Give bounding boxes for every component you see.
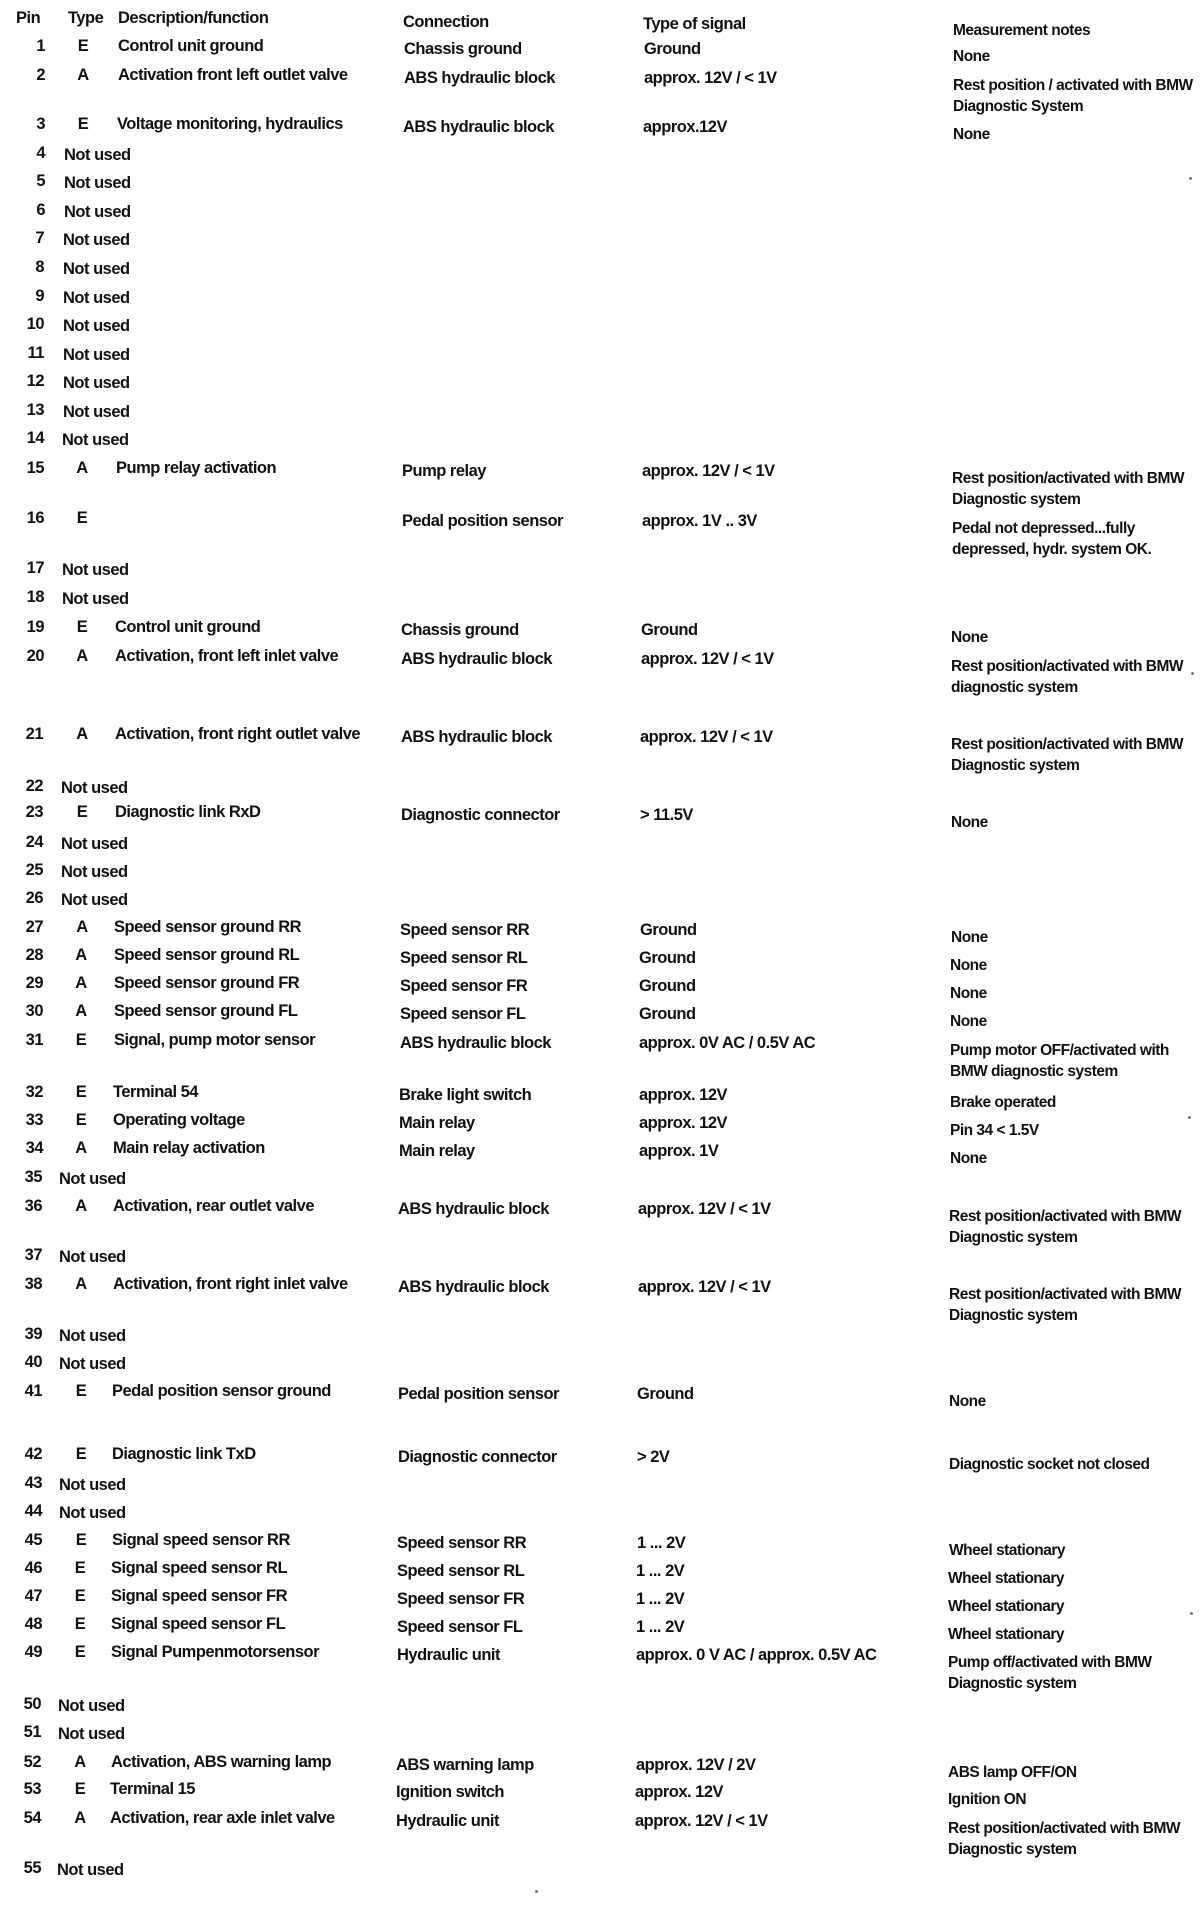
pin-description: Activation, rear outlet valve [113,1197,314,1215]
pin-signal-type: approx.12V [643,118,727,136]
table-row [0,646,1200,694]
pin-number: 21 [25,725,43,743]
pin-measurement-note: Wheel stationary [949,1542,1066,1559]
pin-description: Speed sensor ground FL [114,1002,298,1020]
pin-measurement-note: Wheel stationary [948,1598,1065,1615]
pin-number: 42 [24,1445,42,1463]
pin-signal-type: approx. 0V AC / 0.5V AC [639,1034,816,1052]
table-row [0,65,1200,113]
pin-signal-type: approx. 12V / 2V [636,1756,756,1774]
header-type: Type [68,9,104,27]
pin-description: Activation front left outlet valve [118,66,348,84]
pin-signal-type: approx. 12V / < 1V [635,1812,768,1830]
pin-number: 43 [24,1474,42,1492]
pin-not-used: Not used [63,346,130,364]
pin-connection: ABS hydraulic block [404,69,555,87]
pin-measurement-note: Wheel stationary [948,1626,1065,1643]
pin-number: 40 [24,1353,42,1371]
pin-connection: ABS hydraulic block [401,650,552,668]
pin-number: 2 [36,66,45,84]
pin-not-used: Not used [63,374,130,392]
pin-number: 35 [24,1168,42,1186]
pin-signal-type: Ground [640,921,697,939]
pin-type: E [77,37,89,55]
pin-number: 31 [25,1031,43,1049]
pin-connection: Main relay [399,1142,475,1160]
pin-type: E [75,1031,87,1049]
pin-signal-type: approx. 12V [639,1086,728,1104]
pin-description: Diagnostic link TxD [112,1445,256,1463]
pin-number: 6 [36,201,45,219]
scan-speck [1188,1116,1191,1119]
pin-not-used: Not used [59,1355,126,1373]
pin-number: 30 [25,1002,43,1020]
pin-connection: Speed sensor FR [397,1590,525,1608]
pin-number: 19 [26,618,44,636]
table-row [0,1808,1200,1856]
pin-connection: Speed sensor FR [400,977,528,995]
pin-signal-type: > 11.5V [640,806,693,824]
pin-signal-type: Ground [637,1385,694,1403]
pin-number: 32 [25,1083,43,1101]
pin-connection: Speed sensor RR [400,921,530,939]
pin-measurement-note: None [950,1150,987,1167]
pin-type: A [76,725,88,743]
pin-number: 12 [26,372,44,390]
pin-description: Control unit ground [115,618,261,636]
pin-measurement-note: Rest position/activated with BMW diagnostic system [951,658,1184,696]
pin-measurement-note: ABS lamp OFF/ON [948,1764,1077,1781]
pin-type: E [76,509,88,527]
pin-number: 36 [24,1197,42,1215]
pin-description: Signal speed sensor FR [111,1587,288,1605]
pin-number: 26 [25,889,43,907]
pin-type: E [75,1083,87,1101]
pin-number: 41 [24,1382,42,1400]
pin-signal-type: > 2V [637,1448,670,1466]
pin-type: E [75,1382,87,1400]
pin-measurement-note: Pump off/activated with BMW Diagnostic system [948,1654,1152,1692]
pin-description: Control unit ground [118,37,264,55]
pin-number: 27 [25,918,43,936]
pin-signal-type: approx. 12V [639,1114,728,1132]
pin-measurement-note: None [950,985,987,1002]
table-row [0,1381,1200,1429]
pin-number: 24 [25,833,43,851]
pin-type: E [74,1559,86,1577]
pin-number: 53 [23,1780,41,1798]
pin-number: 18 [26,588,44,606]
pin-number: 3 [36,115,45,133]
pin-number: 1 [36,37,45,55]
pin-description: Diagnostic link RxD [115,803,261,821]
pin-connection: Speed sensor RR [397,1534,527,1552]
pin-connection: Chassis ground [404,40,522,58]
pin-not-used: Not used [64,146,131,164]
pin-description: Voltage monitoring, hydraulics [117,115,343,133]
pin-description: Terminal 15 [110,1780,195,1798]
pin-measurement-note: Pedal not depressed...fully depressed, hydr. system OK. [952,520,1152,558]
pin-measurement-note: Pump motor OFF/activated with BMW diagnostic system [950,1042,1169,1080]
pin-type: A [75,1275,87,1293]
pin-not-used: Not used [64,174,131,192]
pin-measurement-note: None [951,814,988,831]
pin-type: A [75,1139,87,1157]
pin-connection: ABS hydraulic block [403,118,554,136]
pin-type: A [76,647,88,665]
pin-not-used: Not used [61,891,128,909]
table-row [0,724,1200,772]
pin-description: Speed sensor ground RL [114,946,300,964]
pin-number: 28 [25,946,43,964]
pin-type: E [74,1780,86,1798]
pin-description: Pedal position sensor ground [112,1382,331,1400]
pin-description: Activation, front right inlet valve [113,1275,348,1293]
pin-description: Operating voltage [113,1111,245,1129]
pin-number: 33 [25,1111,43,1129]
pin-signal-type: approx. 12V / < 1V [638,1278,771,1296]
pin-measurement-note: Rest position/activated with BMW Diagnostic system [951,736,1184,774]
pin-connection: Hydraulic unit [397,1646,501,1664]
pin-connection: Speed sensor RL [400,949,528,967]
pin-number: 16 [26,509,44,527]
pin-connection: ABS hydraulic block [400,1034,551,1052]
pin-type: A [75,974,87,992]
pin-not-used: Not used [63,317,130,335]
pin-not-used: Not used [61,835,128,853]
pin-number: 51 [23,1723,41,1741]
pin-signal-type: Ground [641,621,698,639]
pin-signal-type: approx. 12V / < 1V [641,650,774,668]
pin-not-used: Not used [63,260,130,278]
pin-signal-type: 1 ... 2V [636,1618,685,1636]
table-row [0,1030,1200,1078]
pin-number: 44 [24,1502,42,1520]
pin-measurement-note: None [949,1393,986,1410]
pin-number: 45 [24,1531,42,1549]
pin-number: 7 [35,229,44,247]
pin-type: A [76,459,88,477]
pin-type: A [74,1809,86,1827]
pin-type: E [75,1111,87,1129]
header-connection: Connection [403,13,489,31]
pin-signal-type: approx. 12V / < 1V [642,462,775,480]
pin-number: 48 [24,1615,42,1633]
pin-signal-type: Ground [644,40,701,58]
pin-description: Signal speed sensor RL [111,1559,288,1577]
pin-not-used: Not used [58,1697,125,1715]
pin-description: Signal speed sensor RR [112,1531,290,1549]
pin-connection: Speed sensor FL [400,1005,526,1023]
table-row [0,1642,1200,1690]
pin-number: 37 [24,1246,42,1264]
pin-description: Signal speed sensor FL [111,1615,286,1633]
pin-number: 54 [23,1809,41,1827]
pin-measurement-note: Rest position/activated with BMW Diagnostic system [949,1208,1182,1246]
scan-speck [1189,177,1192,180]
table-row [0,1858,1200,1906]
pin-signal-type: approx. 0 V AC / approx. 0.5V AC [636,1646,877,1664]
pin-type: E [76,803,88,821]
pin-not-used: Not used [62,590,129,608]
header-description: Description/function [118,9,269,27]
pin-signal-type: approx. 1V .. 3V [642,512,757,530]
pin-signal-type: Ground [639,977,696,995]
pin-signal-type: approx. 12V / < 1V [640,728,773,746]
pin-number: 8 [35,258,44,276]
pin-connection: Hydraulic unit [396,1812,500,1830]
pin-measurement-note: None [951,929,988,946]
pin-not-used: Not used [59,1327,126,1345]
pin-connection: Diagnostic connector [401,806,560,824]
pin-measurement-note: Rest position/activated with BMW Diagnostic system [948,1820,1181,1858]
pin-measurement-note: None [951,629,988,646]
pin-number: 22 [25,777,43,795]
pin-not-used: Not used [59,1476,126,1494]
pin-type: E [74,1643,86,1661]
pin-number: 50 [23,1695,41,1713]
pin-number: 15 [26,459,44,477]
pin-number: 23 [25,803,43,821]
table-row [0,1274,1200,1322]
pin-description: Activation, front right outlet valve [115,725,361,743]
pin-measurement-note: Wheel stationary [948,1570,1065,1587]
pin-connection: Chassis ground [401,621,519,639]
pin-description: Terminal 54 [113,1083,198,1101]
pin-number: 20 [26,647,44,665]
pin-number: 13 [26,401,44,419]
table-row [0,508,1200,556]
pin-type: E [75,1531,87,1549]
pin-number: 52 [23,1753,41,1771]
pin-measurement-note: Rest position/activated with BMW Diagnostic system [952,470,1185,508]
pin-type: E [77,115,89,133]
pin-connection: ABS hydraulic block [398,1278,549,1296]
pin-signal-type: approx. 12V [635,1783,724,1801]
pin-signal-type: 1 ... 2V [636,1562,685,1580]
pin-not-used: Not used [63,231,130,249]
pin-number: 55 [23,1859,41,1877]
pin-type: A [76,918,88,936]
pin-connection: ABS warning lamp [396,1756,534,1774]
pin-connection: ABS hydraulic block [401,728,552,746]
table-row [0,458,1200,506]
pin-number: 4 [36,144,45,162]
pin-not-used: Not used [61,779,128,797]
pin-description: Speed sensor ground RR [114,918,302,936]
pin-number: 10 [26,315,44,333]
table-row [0,1196,1200,1244]
pin-connection: Pump relay [402,462,486,480]
pin-measurement-note: Ignition ON [948,1791,1027,1808]
pin-signal-type: approx. 12V / < 1V [638,1200,771,1218]
pin-measurement-note: Diagnostic socket not closed [949,1456,1150,1473]
pin-not-used: Not used [61,863,128,881]
pin-number: 17 [26,559,44,577]
pin-connection: Brake light switch [399,1086,532,1104]
pin-number: 5 [36,172,45,190]
pin-not-used: Not used [63,403,130,421]
pin-description: Activation, rear axle inlet valve [110,1809,335,1827]
pin-number: 46 [24,1559,42,1577]
pin-connection: ABS hydraulic block [398,1200,549,1218]
pin-measurement-note: Brake operated [950,1094,1056,1111]
pin-connection: Pedal position sensor [398,1385,559,1403]
scan-speck [535,1890,538,1893]
pin-not-used: Not used [59,1504,126,1522]
pin-connection: Diagnostic connector [398,1448,557,1466]
pin-measurement-note: None [950,957,987,974]
header-notes: Measurement notes [953,22,1091,39]
pin-type: A [75,1002,87,1020]
scan-speck [1190,1612,1193,1615]
scan-speck [1191,672,1194,675]
pin-number: 25 [25,861,43,879]
pin-connection: Ignition switch [396,1783,504,1801]
pin-number: 39 [24,1325,42,1343]
pin-signal-type: Ground [639,1005,696,1023]
pin-not-used: Not used [63,289,130,307]
pin-not-used: Not used [57,1861,124,1879]
pin-type: A [77,66,89,84]
pin-description: Signal, pump motor sensor [114,1031,316,1049]
pin-number: 38 [24,1275,42,1293]
pin-connection: Speed sensor RL [397,1562,525,1580]
pin-type: A [75,946,87,964]
pin-not-used: Not used [59,1248,126,1266]
pin-signal-type: Ground [639,949,696,967]
pin-not-used: Not used [64,203,131,221]
pin-signal-type: 1 ... 2V [636,1590,685,1608]
pin-signal-type: approx. 1V [639,1142,719,1160]
pin-measurement-note: Rest position / activated with BMW Diagnostic System [953,77,1193,115]
pin-measurement-note: None [953,126,990,143]
pin-signal-type: approx. 12V / < 1V [644,69,777,87]
pin-type: A [74,1753,86,1771]
pin-type: E [74,1587,86,1605]
pin-number: 49 [24,1643,42,1661]
pin-description: Signal Pumpenmotorsensor [111,1643,320,1661]
pin-number: 14 [26,429,44,447]
pin-type: E [75,1445,87,1463]
pin-measurement-note: None [953,48,990,65]
pin-description: Main relay activation [113,1139,265,1157]
pin-connection: Pedal position sensor [402,512,563,530]
pin-description: Activation, ABS warning lamp [111,1753,332,1771]
pin-description: Pump relay activation [116,459,277,477]
pin-number: 11 [27,344,44,362]
pin-type: E [76,618,88,636]
pin-not-used: Not used [59,1170,126,1188]
pin-measurement-note: Rest position/activated with BMW Diagnostic system [949,1286,1182,1324]
pin-measurement-note: Pin 34 < 1.5V [950,1122,1039,1139]
pin-connection: Speed sensor FL [397,1618,523,1636]
pin-not-used: Not used [62,561,129,579]
pin-not-used: Not used [62,431,129,449]
pin-number: 29 [25,974,43,992]
pin-description: Speed sensor ground FR [114,974,300,992]
pin-not-used: Not used [58,1725,125,1743]
pin-description: Activation, front left inlet valve [115,647,339,665]
header-signal: Type of signal [643,15,746,33]
pin-number: 9 [35,287,44,305]
pin-measurement-note: None [950,1013,987,1030]
header-pin: Pin [16,9,41,27]
pin-signal-type: 1 ... 2V [637,1534,686,1552]
pin-connection: Main relay [399,1114,475,1132]
pin-type: A [75,1197,87,1215]
pin-type: E [74,1615,86,1633]
pin-number: 47 [24,1587,42,1605]
pin-number: 34 [25,1139,43,1157]
